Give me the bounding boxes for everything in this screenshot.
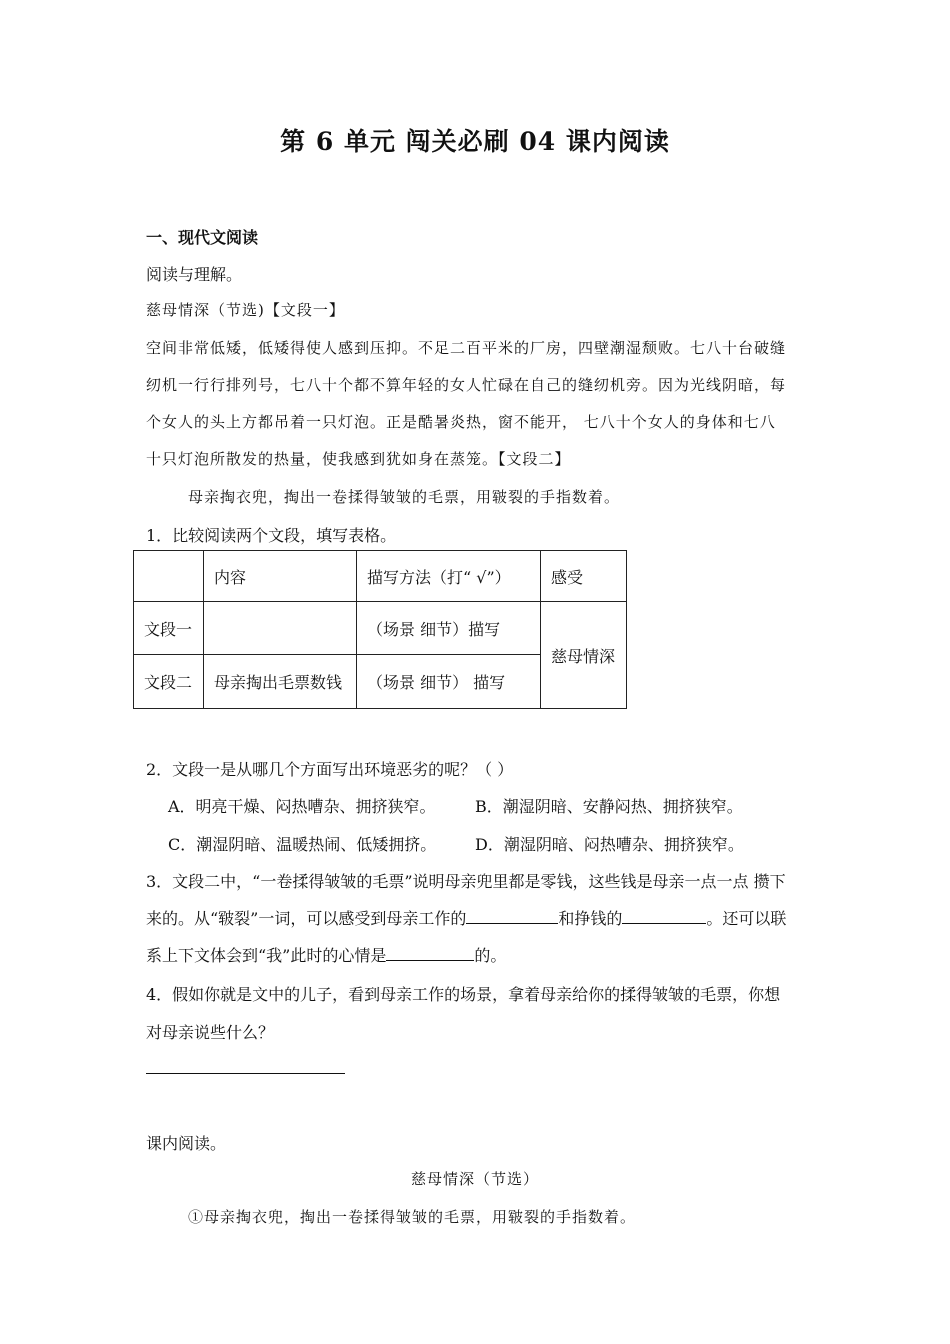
- section-heading: 一、现代文阅读: [146, 228, 259, 247]
- question-3-line: [146, 943, 506, 966]
- passage-line: 空间非常低矮，低矮得使人感到压抑。不足二百平米的厂房，四壁潮湿颓败。七八十台破缝: [146, 339, 787, 357]
- q3-text: 系上下文体会到“我”此时的心情是: [146, 946, 387, 965]
- feeling-cell: 慈母情深: [541, 602, 627, 709]
- instruction-text: 阅读与理解。: [146, 265, 243, 284]
- q3-text: 的。: [474, 946, 507, 965]
- table-header-row: [134, 551, 627, 602]
- method-cell: （场景 细节） 描写: [357, 655, 541, 709]
- passage-line: 个女人的头上方都吊着一只灯泡。正是酷暑炎热，窗不能开， 七八十个女人的身体和七八: [146, 413, 776, 431]
- section-heading-2: 课内阅读。: [146, 1134, 227, 1153]
- passage-title: 慈母情深（节选)【文段一】: [146, 301, 345, 319]
- answer-blank[interactable]: [622, 907, 706, 924]
- q3-text: 来的。从“皲裂”一词，可以感受到母亲工作的: [146, 909, 467, 928]
- option-d: D．潮湿阴暗、闷热嘈杂、拥挤狭窄。: [475, 835, 744, 854]
- content-cell: 母亲掏出毛票数钱: [204, 655, 357, 709]
- question-3-line: [146, 906, 786, 929]
- table-row: [134, 602, 627, 655]
- passage-line: 纫机一行行排列号，七八十个都不算年轻的女人忙碌在自己的缝纫机旁。因为光线阴暗，每: [146, 376, 787, 394]
- answer-blank[interactable]: [466, 907, 558, 924]
- content-cell: [204, 602, 357, 655]
- answer-line[interactable]: [146, 1073, 345, 1074]
- row-label: 文段二: [134, 655, 204, 709]
- table-header-cell: 内容: [204, 551, 357, 602]
- comparison-table: [133, 550, 627, 709]
- table-header-cell: 感受: [541, 551, 627, 602]
- passage-line: 十只灯泡所散发的热量，使我感到犹如身在蒸笼。【文段二】: [146, 450, 571, 468]
- option-a: A．明亮干燥、闷热嘈杂、拥挤狭窄。: [168, 797, 436, 816]
- row-label: 文段一: [134, 602, 204, 655]
- q3-text: 。还可以联: [706, 909, 787, 928]
- option-c: C．潮湿阴暗、温暖热闹、低矮拥挤。: [168, 835, 437, 854]
- passage-paragraph: ①母亲掏衣兜，掏出一卷揉得皱皱的毛票，用皲裂的手指数着。: [188, 1208, 637, 1226]
- question-3-line: 3．文段二中，“一卷揉得皱皱的毛票”说明母亲兜里都是零钱，这些钱是母亲一点一点 攒下: [146, 872, 786, 891]
- passage2-line: 母亲掏衣兜，掏出一卷揉得皱皱的毛票，用皲裂的手指数着。: [188, 488, 621, 506]
- question-1: 1．比较阅读两个文段，填写表格。: [146, 526, 397, 545]
- q3-text: 和挣钱的: [558, 909, 623, 928]
- passage-title-2: 慈母情深（节选）: [410, 1170, 539, 1188]
- option-b: B．潮湿阴暗、安静闷热、拥挤狭窄。: [475, 797, 743, 816]
- table-header-cell: [134, 551, 204, 602]
- page-title: 第 6 单元 闯关必刷 04 课内阅读: [280, 127, 670, 156]
- answer-blank[interactable]: [386, 944, 474, 961]
- method-cell: （场景 细节）描写: [357, 602, 541, 655]
- question-2: 2．文段一是从哪几个方面写出环境恶劣的呢？（ ）: [146, 760, 514, 779]
- question-4-line: 对母亲说些什么？: [146, 1023, 275, 1042]
- table-header-cell: 描写方法（打“ √”）: [357, 551, 541, 602]
- question-4-line: 4．假如你就是文中的儿子，看到母亲工作的场景，拿着母亲给你的揉得皱皱的毛票，你想: [146, 985, 781, 1004]
